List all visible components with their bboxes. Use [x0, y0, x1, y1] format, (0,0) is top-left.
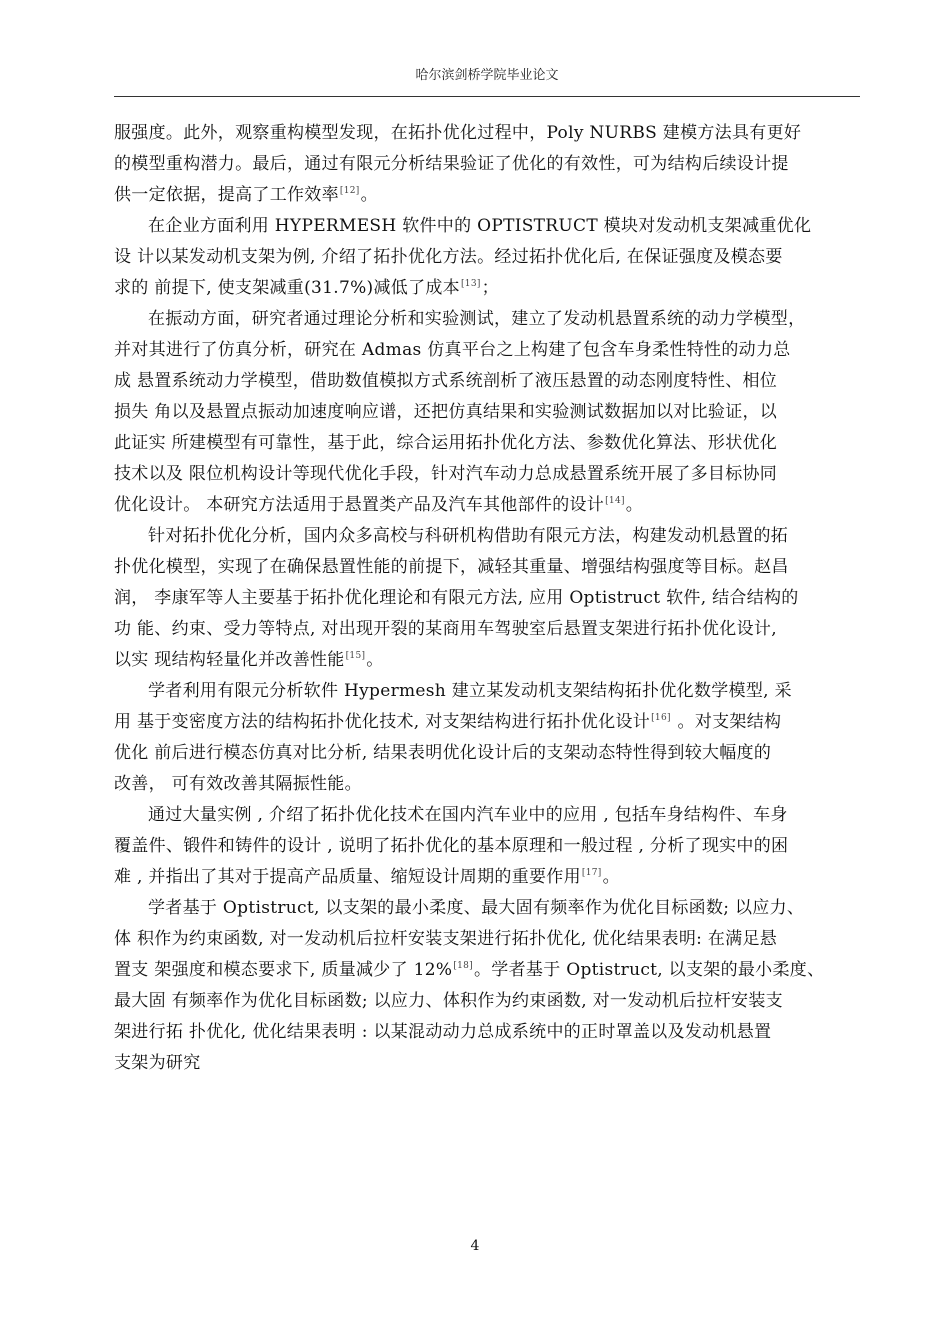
line-text: 此证实 所建模型有可靠性，基于此，综合运用拓扑优化方法、参数优化算法、形状优化 [114, 433, 778, 453]
line-text: 改善， 可有效改善其隔振性能。 [114, 774, 362, 794]
paragraph [114, 676, 860, 800]
citation-ref: [17] [581, 868, 602, 879]
text-line [114, 149, 860, 180]
line-text: 服强度。此外，观察重构模型发现，在拓扑优化过程中，Poly NURBS 建模方法具有更好 [114, 123, 802, 143]
paragraph [114, 800, 860, 893]
text-line [114, 800, 860, 831]
paragraph [114, 304, 860, 521]
citation-ref: [18] [453, 961, 473, 972]
citation-ref: [14] [605, 496, 625, 507]
text-line [114, 924, 860, 955]
line-text: 求的 前提下, 使支架减重(31.7%)减低了成本 [114, 278, 460, 298]
line-tail: 。对支架结构 [671, 712, 782, 732]
text-line [114, 645, 860, 676]
text-line [114, 862, 860, 893]
text-line [114, 397, 860, 428]
line-text: 体 积作为约束函数, 对一发动机后拉杆安装支架进行拓扑优化, 优化结果表明: 在满足悬 [114, 929, 778, 949]
text-line [114, 428, 860, 459]
line-tail: 。 [360, 185, 378, 205]
text-line [114, 242, 860, 273]
text-line [114, 180, 860, 211]
text-line [114, 490, 860, 521]
line-text: 支架为研究 [114, 1053, 201, 1073]
text-line [114, 459, 860, 490]
paragraph [114, 893, 860, 1079]
line-text: 损失 角以及悬置点振动加速度响应谱，还把仿真结果和实验测试数据加以对比验证，以 [114, 402, 778, 422]
header-rule [114, 96, 860, 97]
line-text: 置支 架强度和模态要求下, 质量减少了 12% [114, 960, 453, 980]
line-text: 功 能、约束、受力等特点, 对出现开裂的某商用车驾驶室后悬置支架进行拓扑优化设计, [114, 619, 777, 639]
text-line [114, 521, 860, 552]
line-tail: 。 [625, 495, 644, 515]
line-text: 针对拓扑优化分析，国内众多高校与科研机构借助有限元方法，构建发动机悬置的拓 [148, 526, 789, 546]
text-line [114, 118, 860, 149]
line-text: 供一定依据，提高了工作效率 [114, 185, 339, 205]
paragraph [114, 211, 860, 304]
text-line [114, 304, 860, 335]
line-text: 通过大量实例 , 介绍了拓扑优化技术在国内汽车业中的应用 , 包括车身结构件、车身 [148, 805, 788, 825]
paragraph [114, 521, 860, 676]
body-text [114, 118, 860, 1079]
line-text: 优化设计。 本研究方法适用于悬置类产品及汽车其他部件的设计 [114, 495, 605, 515]
line-text: 以实 现结构轻量化并改善性能 [114, 650, 345, 670]
running-header [114, 64, 860, 83]
citation-ref: [13] [460, 279, 481, 290]
citation-ref: [12] [339, 186, 360, 197]
line-tail: 。学者基于 Optistruct, 以支架的最小柔度、 [474, 960, 825, 980]
line-text: 技术以及 限位机构设计等现代优化手段，针对汽车动力总成悬置系统开展了多目标协同 [114, 464, 778, 484]
text-line [114, 366, 860, 397]
page-number: 4 [470, 1238, 480, 1254]
line-tail: 。 [602, 867, 620, 887]
text-line [114, 893, 860, 924]
text-line [114, 769, 860, 800]
text-line [114, 738, 860, 769]
line-text: 并对其进行了仿真分析，研究在 Admas 仿真平台之上构建了包含车身柔性特性的动力总 [114, 340, 791, 360]
text-line [114, 273, 860, 304]
citation-ref: [16] [651, 713, 671, 724]
text-line [114, 583, 860, 614]
line-text: 的模型重构潜力。最后，通过有限元分析结果验证了优化的有效性，可为结构后续设计提 [114, 154, 789, 174]
line-text: 在企业方面利用 HYPERMESH 软件中的 OPTISTRUCT 模块对发动机支架减重优化 [148, 216, 812, 236]
line-text: 架进行拓 扑优化, 优化结果表明 : 以某混动动力总成系统中的正时罩盖以及发动机悬置 [114, 1022, 772, 1042]
text-line [114, 1048, 860, 1079]
text-line [114, 707, 860, 738]
line-tail: 。 [366, 650, 384, 670]
header-title: 哈尔滨剑桥学院毕业论文 [415, 68, 559, 83]
paragraph [114, 118, 860, 211]
text-line [114, 335, 860, 366]
line-text: 优化 前后进行模态仿真对比分析, 结果表明优化设计后的支架动态特性得到较大幅度的 [114, 743, 772, 763]
line-text: 成 悬置系统动力学模型，借助数值模拟方式系统剖析了液压悬置的动态刚度特性、相位 [114, 371, 778, 391]
line-text: 在振动方面，研究者通过理论分析和实验测试，建立了发动机悬置系统的动力学模型， [148, 309, 806, 329]
line-text: 最大固 有频率作为优化目标函数; 以应力、体积作为约束函数, 对一发动机后拉杆安装支 [114, 991, 783, 1011]
line-text: 扑优化模型，实现了在确保悬置性能的前提下，减轻其重量、增强结构强度等目标。赵昌 [114, 557, 789, 577]
line-text: 用 基于变密度方法的结构拓扑优化技术, 对支架结构进行拓扑优化设计 [114, 712, 651, 732]
text-line [114, 614, 860, 645]
line-text: 难 , 并指出了其对于提高产品质量、缩短设计周期的重要作用 [114, 867, 581, 887]
text-line [114, 986, 860, 1017]
line-text: 润， 李康军等人主要基于拓扑优化理论和有限元方法, 应用 Optistruct 软件, 结合结构的 [114, 588, 799, 608]
line-text: 学者基于 Optistruct, 以支架的最小柔度、最大固有频率作为优化目标函数; 以应力、 [148, 898, 805, 918]
line-text: 学者利用有限元分析软件 Hypermesh 建立某发动机支架结构拓扑优化数学模型, 采 [148, 681, 792, 701]
line-text: 设 计以某发动机支架为例, 介绍了拓扑优化方法。经过拓扑优化后, 在保证强度及模态要 [114, 247, 783, 267]
line-tail: ； [481, 278, 499, 298]
text-line [114, 552, 860, 583]
citation-ref: [15] [345, 651, 366, 662]
text-line [114, 955, 860, 986]
text-line [114, 211, 860, 242]
text-line [114, 831, 860, 862]
line-text: 覆盖件、锻件和铸件的设计 , 说明了拓扑优化的基本原理和一般过程 , 分析了现实中的困 [114, 836, 789, 856]
text-line [114, 1017, 860, 1048]
text-line [114, 676, 860, 707]
